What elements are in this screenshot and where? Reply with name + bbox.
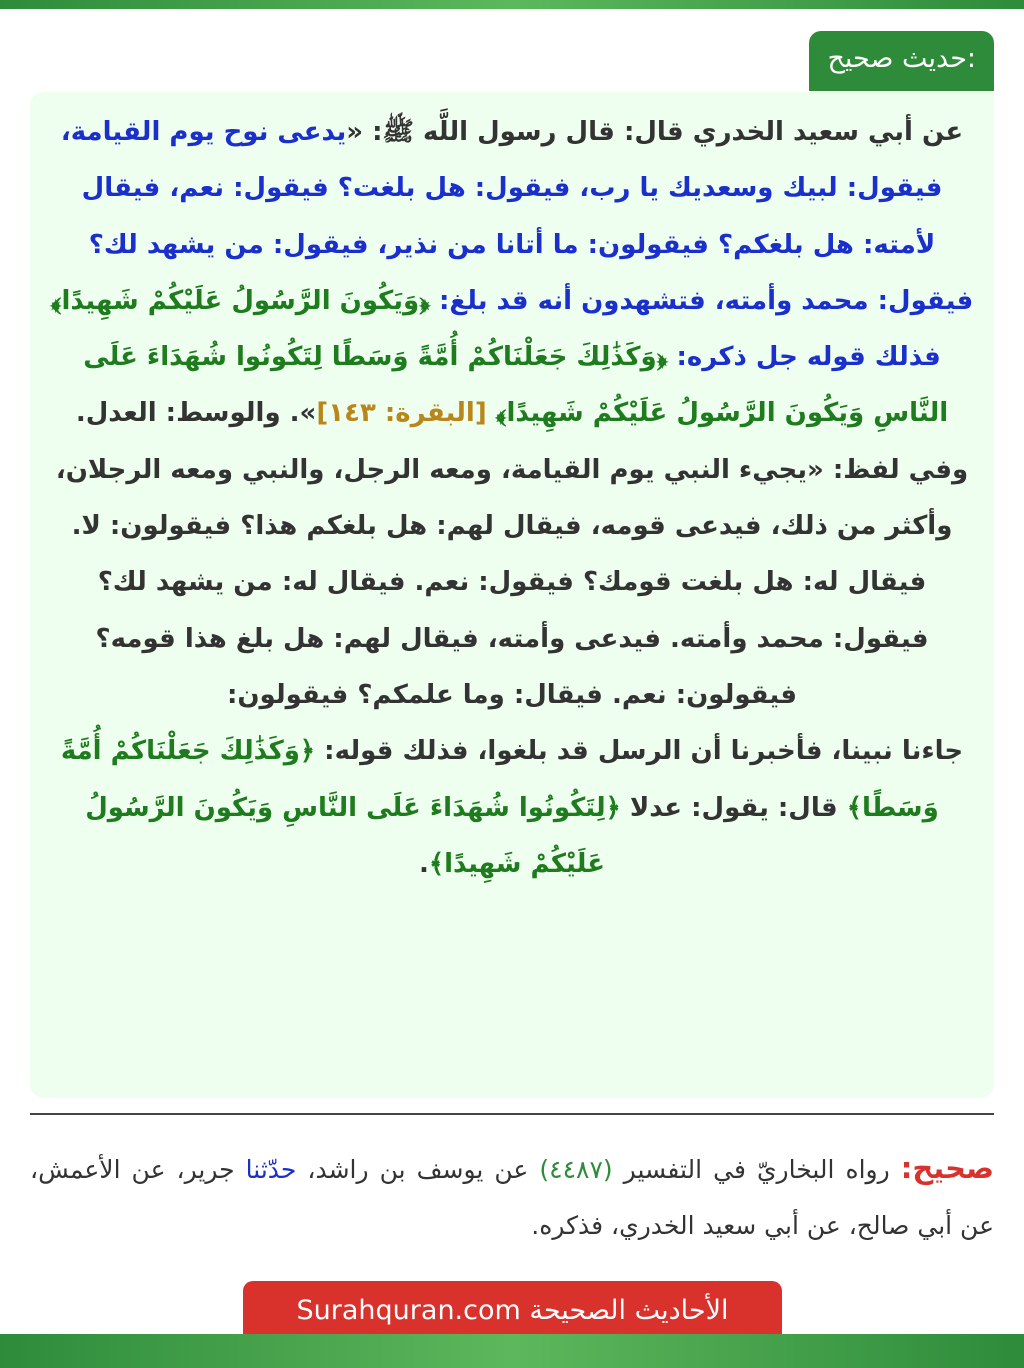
source-text: عن يوسف بن راشد، bbox=[296, 1155, 540, 1184]
narration-text: جاءنا نبينا، فأخبرنا أن الرسل قد بلغوا، فذلك قوله: bbox=[315, 736, 964, 767]
narration-text: عن أبي سعيد الخدري قال: قال رسول اللَّه ﷺ: « bbox=[346, 117, 964, 147]
quran-verse: ﴿وَيَكُونَ الرَّسُولُ عَلَيْكُمْ شَهِيدًا﴾ bbox=[50, 285, 430, 316]
hadith-text bbox=[46, 104, 978, 892]
divider bbox=[30, 1113, 994, 1115]
narration-text: قال: يقول: عدلا bbox=[620, 792, 847, 823]
hadith-paragraph-2 bbox=[46, 442, 978, 723]
source-text: جرير، عن الأعمش، عن أبي صالح، عن أبي سعيد الخدري، فذكره. bbox=[30, 1155, 994, 1240]
grade-label: صحيح: bbox=[900, 1151, 995, 1185]
narration-text: . bbox=[419, 848, 429, 879]
bottom-accent-bar bbox=[0, 1334, 1024, 1368]
narrator-link[interactable]: حدّثنا bbox=[245, 1155, 297, 1184]
site-footer-link[interactable]: الأحاديث الصحيحة Surahquran.com bbox=[243, 1281, 782, 1341]
verse-reference: [البقرة: ١٤٣] bbox=[316, 398, 496, 429]
quran-verse: ﴿وَكَذَٰلِكَ جَعَلْنَاكُمْ أُمَّةً وَسَطًا لِتَكُونُوا شُهَدَاءَ عَلَى النَّاسِ وَيَكُونَ الرَّسُولُ عَلَيْكُمْ شَهِيدًا﴾ bbox=[83, 342, 949, 429]
quran-verse: ﴿لِتَكُونُوا شُهَدَاءَ عَلَى النَّاسِ وَيَكُونَ الرَّسُولُ عَلَيْكُمْ شَهِيدًا﴾ bbox=[85, 792, 621, 879]
hadith-grade-badge: حديث صحيح: bbox=[809, 31, 994, 91]
prophet-speech: فذلك قوله جل ذكره: bbox=[667, 342, 941, 373]
hadith-paragraph-3 bbox=[46, 723, 978, 892]
hadith-box bbox=[30, 92, 994, 1098]
hadith-paragraph-1 bbox=[46, 104, 978, 442]
narration-text: ». والوسط: العدل. bbox=[75, 398, 317, 429]
narration-text: وفي لفظ: «يجيء النبي يوم القيامة، ومعه الرجل، والنبي ومعه الرجلان، وأكثر من ذلك، فيدعى قومه، فيقال لهم: هل بلغكم هذا؟ فيقولون: لا. فيقال له: هل بلغت قومك؟ فيقول: نعم. فيقال له: من يشهد لك؟ فيقول: محمد وأمته. فيدعى وأمته، فيقال لهم: هل بلغ هذا قومه؟ فيقولون: نعم. فيقال: وما علمكم؟ فيقولون: bbox=[55, 454, 969, 710]
hadith-number: (٤٤٨٧) bbox=[539, 1155, 613, 1184]
prophet-speech: يدعى نوح يوم القيامة، فيقول: لبيك وسعديك يا رب، فيقول: هل بلغت؟ فيقول: نعم، فيقال لأمته: هل بلغكم؟ فيقولون: ما أتانا من نذير، فيقول: من يشهد لك؟ فيقول: محمد وأمته، فتشهدون أنه قد بلغ: bbox=[60, 117, 974, 316]
quran-verse: ﴿وَكَذَٰلِكَ جَعَلْنَاكُمْ أُمَّةً وَسَطًا﴾ bbox=[60, 736, 939, 823]
source-note bbox=[30, 1140, 994, 1254]
top-accent-bar bbox=[0, 0, 1024, 9]
source-text: رواه البخاريّ في التفسير bbox=[612, 1155, 901, 1184]
